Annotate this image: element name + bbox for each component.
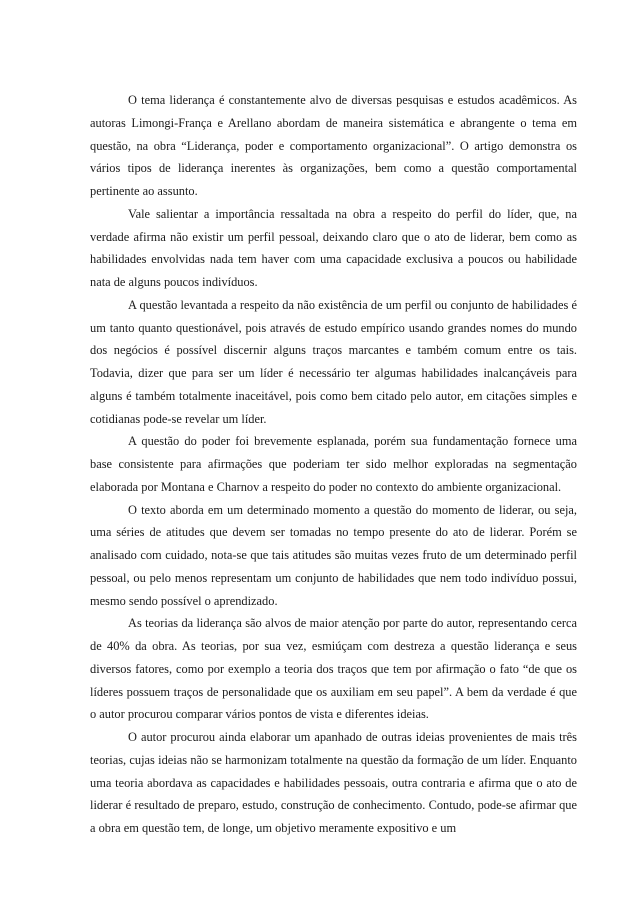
paragraph: O tema liderança é constantemente alvo de diversas pesquisas e estudos acadêmicos. As autoras Limongi-França e Arellano abordam de maneira sistemática e abrangente o tema em questão, na obra “Liderança, poder e comportamento organizacional”. O artigo demonstra os vários tipos de liderança inerentes às organizações, bem como a questão comportamental pertinente ao assunto.: [90, 93, 577, 198]
paragraph: O autor procurou ainda elaborar um apanhado de outras ideias provenientes de mais três teorias, cujas ideias não se harmonizam totalmente na questão da formação de um líder. Enquanto uma teoria abordava as capacidades e habilidades pessoais, outra contraria e afirma que o ato de liderar é resultado de preparo, estudo, construção de conhecimento. Contudo, pode-se afirmar que a obra em questão tem, de longe, um objetivo meramente expositivo e um: [90, 730, 577, 835]
paragraph: Vale salientar a importância ressaltada na obra a respeito do perfil do líder, que, na verdade afirma não existir um perfil pessoal, deixando claro que o ato de liderar, bem como as habilidades envolvidas nada tem haver com uma capacidade exclusiva a poucos ou habilidade nata de alguns poucos indivíduos.: [90, 206, 577, 289]
paragraph: A questão levantada a respeito da não existência de um perfil ou conjunto de habilidades é um tanto quanto questionável, pois através de estudo empírico usando grandes nomes do mundo dos negócios é possível discernir alguns traços marcantes e também comum entre os tais. Todavia, dizer que para ser um líder é necessário ter algumas habilidades inalcançáveis para alguns é também totalmente inaceitável, pois como bem citado pelo autor, em citações simples e cotidianas pode-se revelar um líder.: [90, 297, 577, 426]
paragraph: A questão do poder foi brevemente esplanada, porém sua fundamentação fornece uma base consistente para afirmações que poderiam ter sido melhor exploradas na segmentação elaborada por Montana e Charnov a respeito do poder no contexto do ambiente organizacional.: [90, 434, 577, 494]
document-body: [90, 89, 577, 840]
paragraph: As teorias da liderança são alvos de maior atenção por parte do autor, representando cerca de 40% da obra. As teorias, por sua vez, esmiúçam com destreza a questão liderança e seus diversos fatores, como por exemplo a teoria dos traços que tem por afirmação o fato “de que os líderes possuem traços de personalidade que os auxiliam em seu papel”. A bem da verdade é que o autor procurou comparar vários pontos de vista e diferentes ideias.: [90, 616, 577, 722]
paragraph: O texto aborda em um determinado momento a questão do momento de liderar, ou seja, uma séries de atitudes que devem ser tomadas no tempo presente do ato de liderar. Porém se analisado com cuidado, nota-se que tais atitudes são muitas vezes fruto de um determinado perfil pessoal, ou pelo menos representam um conjunto de habilidades que nem todo indivíduo possui, mesmo sendo possível o aprendizado.: [90, 502, 577, 608]
